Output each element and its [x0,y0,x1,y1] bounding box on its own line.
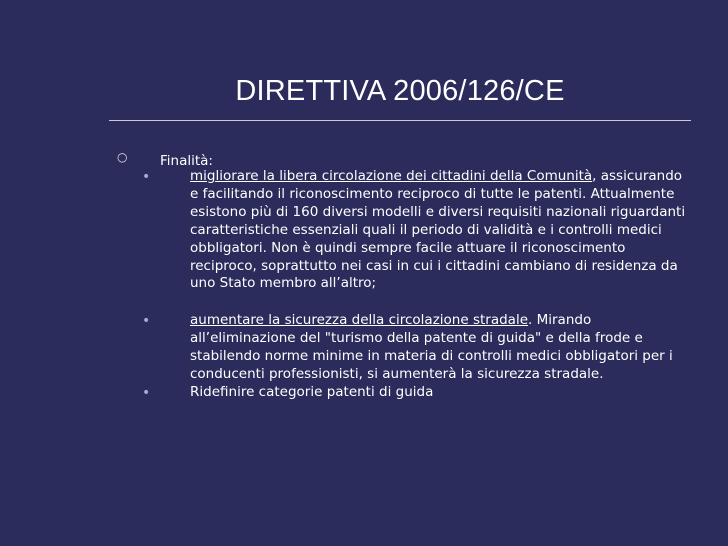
list-item-road-safety [190,312,686,384]
title-divider [109,120,691,121]
list-item-text: Ridefinire categorie patenti di guida [190,384,434,400]
purpose-heading: Finalità: [160,153,213,169]
free-circulation-link[interactable]: migliorare la libera circolazione dei cittadini della Comunità [190,168,593,184]
road-safety-link[interactable]: aumentare la sicurezza della circolazione stradale [190,312,529,328]
list-item-text: , assicurando e facilitando il riconoscimento reciproco di tutte le patenti. Attualmente esistono più di 160 diversi modelli e diversi requisiti nazionali riguardanti caratteristiche essenziali quali il periodo di validità e i controlli medici obbligatori. Non è quindi sempre facile attuare il riconoscimento reciproco, soprattutto nei casi in cui i cittadini cambiano di residenza da uno Stato membro all’altro; [190,168,686,292]
list-item-license-categories [190,384,686,402]
list-item-free-circulation [190,168,686,293]
slide-title: DIRETTIVA 2006/126/CE [235,75,565,107]
bullet-icon: • [142,313,151,329]
list-item-text: . Mirando all’eliminazione del "turismo della patente di guida" e della frode e stabilendo norme minime in materia di controlli medici obbligatori per i conducenti professionisti, si aumenterà la sicurezza stradale. [190,312,673,382]
bullet-icon: • [142,385,151,401]
bullet-icon: • [142,169,151,185]
outline-bullet-icon: ○ [117,150,128,164]
